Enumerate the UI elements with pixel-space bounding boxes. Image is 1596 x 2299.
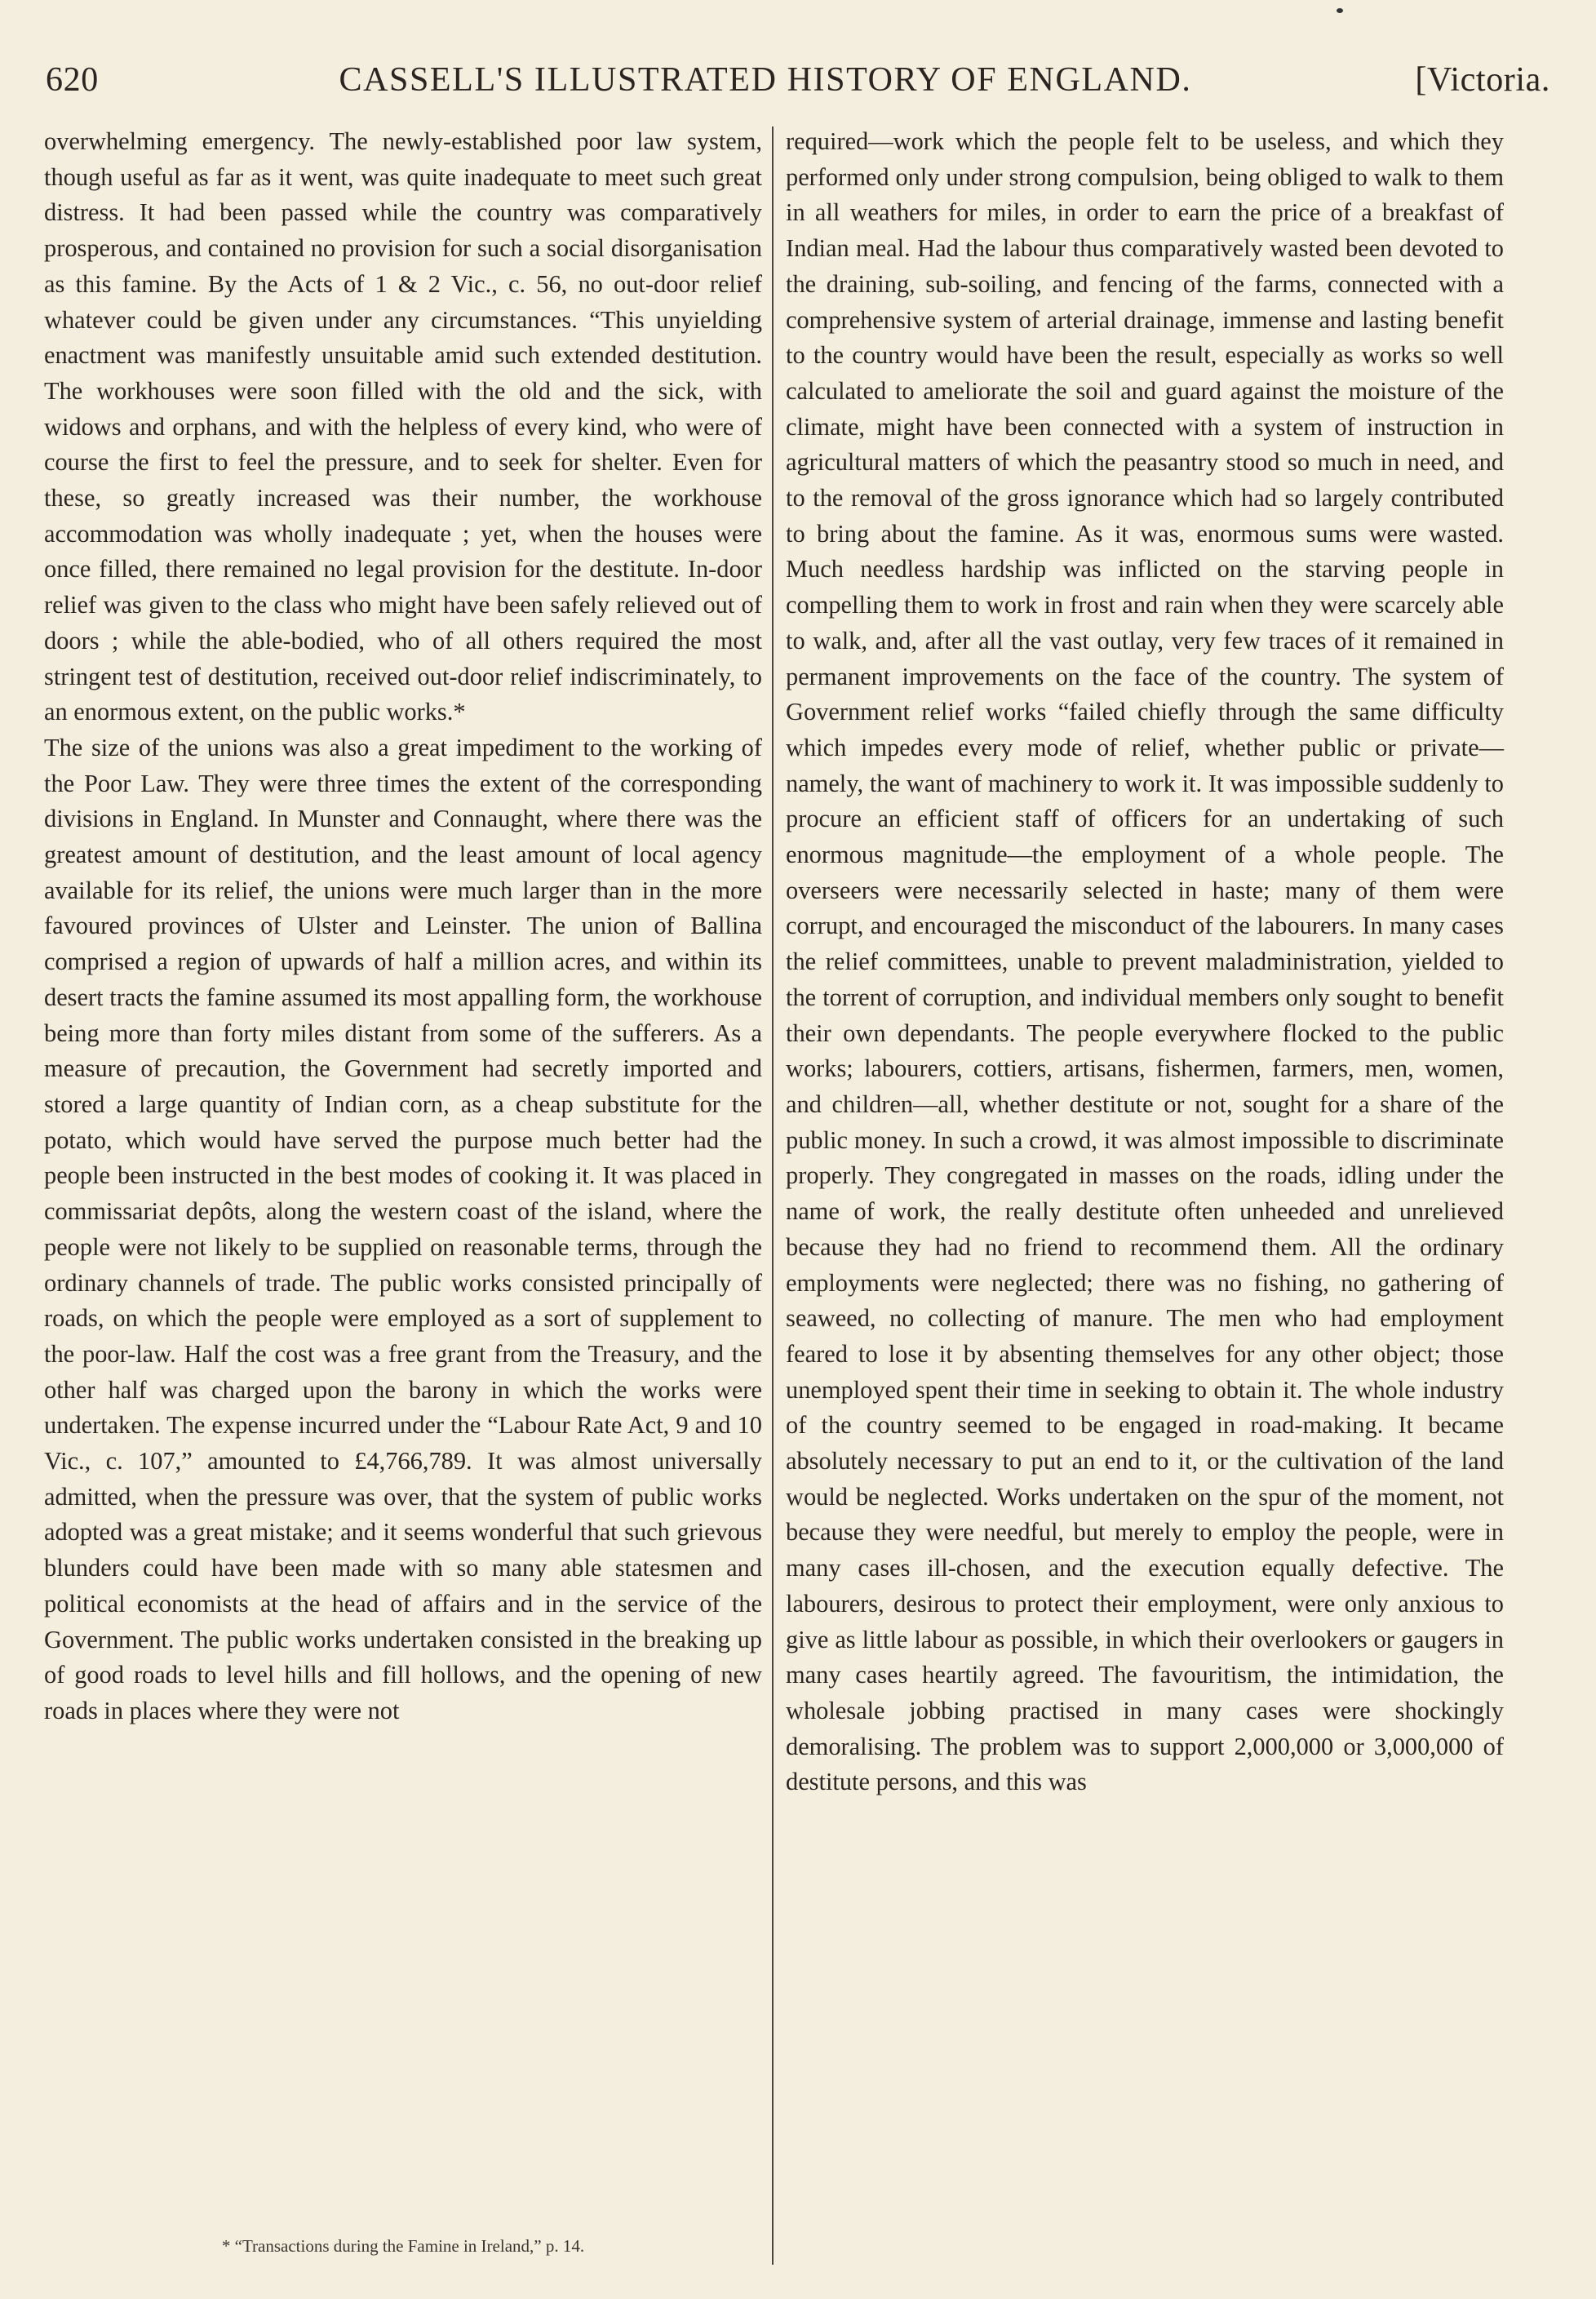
footnote: * “Transactions during the Famine in Ireland,” p. 14. (221, 2236, 585, 2256)
section-label: [Victoria. (1415, 61, 1550, 99)
left-column (44, 124, 762, 2262)
running-title: CASSELL'S ILLUSTRATED HISTORY OF ENGLAND. (339, 61, 1192, 99)
running-header (46, 47, 1550, 113)
right-column (786, 124, 1504, 2262)
right-paragraph-1: required—work which the people felt to be useless, and which they performed only under strong compulsion, being obliged to walk to them in all weathers for miles, in order to earn the price of a breakfast of Indian meal. Had the labour thus comparatively wasted been devoted to the draining, sub-soiling, and fencing of the farms, connected with a comprehensive system of arterial drainage, immense and lasting benefit to the country would have been the result, especially as works so well calculated to ameliorate the soil and guard against the moisture of the climate, might have been connected with a system of instruction in agricultural matters of which the peasantry stood so much in need, and to the removal of the gross ignorance which had so largely contributed to bring about the famine. As it was, enormous sums were wasted. Much needless hardship was inflicted on the starving people in compelling them to work in frost and rain when they were scarcely able to walk, and, after all the vast outlay, very few traces of it remained in permanent improvements on the face of the country. The system of Government relief works “failed chiefly through the same difficulty which impedes every mode of relief, whether public or private—namely, the want of machinery to work it. It was impossible suddenly to procure an efficient staff of officers for an undertaking of such enormous magnitude—the employment of a whole people. The overseers were necessarily selected in haste; many of them were corrupt, and encouraged the misconduct of the labourers. In many cases the relief committees, unable to prevent maladministration, yielded to the torrent of corruption, and individual members only sought to benefit their own dependants. The people everywhere flocked to the public works; labourers, cottiers, artisans, fishermen, farmers, men, women, and children—all, whether destitute or not, sought for a share of the public money. In such a crowd, it was almost impossible to discriminate properly. They congregated in masses on the roads, idling under the name of work, the really destitute often unheeded and unrelieved because they had no friend to recommend them. All the ordinary employments were neglected; there was no fishing, no gathering of seaweed, no collecting of manure. The men who had employment feared to lose it by absenting themselves for any other object; those unemployed spent their time in seeking to obtain it. The whole industry of the country seemed to be engaged in road-making. It became absolutely necessary to put an end to it, or the cultivation of the land would be neglected. Works undertaken on the spur of the moment, not because they were needful, but merely to employ the people, were in many cases ill-chosen, and the execution equally defective. The labourers, desirous to protect their employment, were only anxious to give as little labour as possible, in which their overlookers or gaugers in many cases heartily agreed. The favouritism, the intimidation, the wholesale jobbing practised in many cases were shockingly demoralising. The problem was to support 2,000,000 or 3,000,000 of destitute persons, and this was (786, 127, 1504, 1796)
column-divider (772, 126, 774, 2265)
left-paragraph-1: overwhelming emergency. The newly-established poor law system, though useful as far as it went, was quite inadequate to meet such great distress. It had been passed while the country was comparatively prosperous, and contained no provision for such a social disorganisation as this famine. By the Acts of 1 & 2 Vic., c. 56, no out-door relief whatever could be given under any circumstances. “This unyielding enactment was manifestly unsuitable amid such extended destitution. The workhouses were soon filled with the old and the sick, with widows and orphans, and with the helpless of every kind, who were of course the first to feel the pressure, and to seek for shelter. Even for these, so greatly increased was their number, the workhouse accommodation was wholly inadequate ; yet, when the houses were once filled, there remained no legal provision for the destitute. In-door relief was given to the class who might have been safely relieved out of doors ; while the able-bodied, who of all others required the most stringent test of destitution, received out-door relief indiscriminately, to an enormous extent, on the public works.* (44, 127, 762, 726)
left-paragraph-2: The size of the unions was also a great impediment to the working of the Poor Law. They were three times the extent of the corresponding divisions in England. In Munster and Connaught, where there was the greatest amount of destitution, and the least amount of local agency available for its relief, the unions were much larger than in the more favoured provinces of Ulster and Leinster. The union of Ballina comprised a region of upwards of half a million acres, and within its desert tracts the famine assumed its most appalling form, the workhouse being more than forty miles distant from some of the sufferers. As a measure of precaution, the Government had secretly imported and stored a large quantity of Indian corn, as a cheap substitute for the potato, which would have served the purpose much better had the people been instructed in the best modes of cooking it. It was placed in commissariat depôts, along the western coast of the island, where the people were not likely to be supplied on reasonable terms, through the ordinary channels of trade. The public works consisted principally of roads, on which the people were employed as a sort of supplement to the poor-law. Half the cost was a free grant from the Treasury, and the other half was charged upon the barony in which the works were undertaken. The expense incurred under the “Labour Rate Act, 9 and 10 Vic., c. 107,” amounted to £4,766,789. It was almost universally admitted, when the pressure was over, that the system of public works adopted was a great mistake; and it seems wonderful that such grievous blunders could have been made with so many able statesmen and political economists at the head of affairs and in the service of the Government. The public works undertaken consisted in the breaking up of good roads to level hills and fill hollows, and the opening of new roads in places where they were not (44, 733, 762, 1724)
page-number: 620 (46, 61, 99, 99)
ink-mark (1337, 8, 1343, 13)
